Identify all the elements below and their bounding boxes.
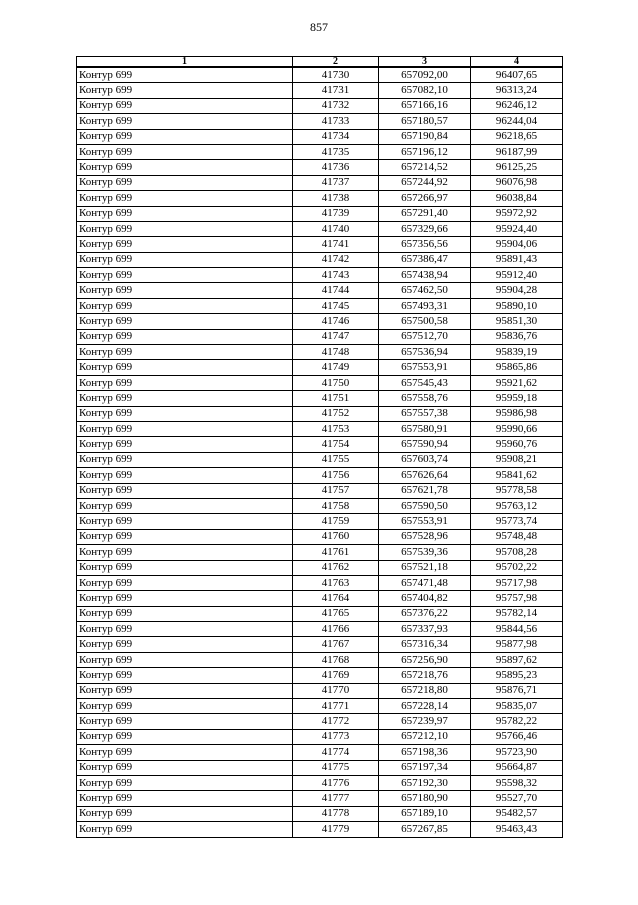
table-row (77, 221, 563, 236)
x-coordinate-cell: 657256,90 (379, 652, 471, 667)
x-coordinate-cell: 657386,47 (379, 252, 471, 267)
contour-name-cell: Контур 699 (77, 421, 293, 436)
point-number-cell: 41741 (293, 237, 379, 252)
contour-name-cell: Контур 699 (77, 221, 293, 236)
contour-name-cell: Контур 699 (77, 298, 293, 313)
x-coordinate-cell: 657462,50 (379, 283, 471, 298)
contour-name-cell: Контур 699 (77, 345, 293, 360)
table-header (77, 57, 563, 68)
contour-name-cell: Контур 699 (77, 252, 293, 267)
y-coordinate-cell: 95904,06 (471, 237, 563, 252)
contour-name-cell: Контур 699 (77, 175, 293, 190)
x-coordinate-cell: 657590,50 (379, 498, 471, 513)
table-row (77, 514, 563, 529)
x-coordinate-cell: 657197,34 (379, 760, 471, 775)
y-coordinate-cell: 95664,87 (471, 760, 563, 775)
contour-name-cell: Контур 699 (77, 144, 293, 159)
x-coordinate-cell: 657266,97 (379, 191, 471, 206)
table-row (77, 129, 563, 144)
y-coordinate-cell: 96407,65 (471, 67, 563, 83)
point-number-cell: 41775 (293, 760, 379, 775)
point-number-cell: 41743 (293, 268, 379, 283)
table-row (77, 806, 563, 821)
contour-name-cell: Контур 699 (77, 714, 293, 729)
y-coordinate-cell: 96038,84 (471, 191, 563, 206)
x-coordinate-cell: 657404,82 (379, 591, 471, 606)
contour-name-cell: Контур 699 (77, 606, 293, 621)
point-number-cell: 41748 (293, 345, 379, 360)
point-number-cell: 41767 (293, 637, 379, 652)
y-coordinate-cell: 95897,62 (471, 652, 563, 667)
x-coordinate-cell: 657180,90 (379, 791, 471, 806)
header-row (77, 57, 563, 68)
table-row (77, 699, 563, 714)
point-number-cell: 41770 (293, 683, 379, 698)
contour-name-cell: Контур 699 (77, 191, 293, 206)
x-coordinate-cell: 657212,10 (379, 729, 471, 744)
y-coordinate-cell: 95835,07 (471, 699, 563, 714)
contour-name-cell: Контур 699 (77, 98, 293, 113)
y-coordinate-cell: 95912,40 (471, 268, 563, 283)
point-number-cell: 41744 (293, 283, 379, 298)
contour-name-cell: Контур 699 (77, 114, 293, 129)
point-number-cell: 41752 (293, 406, 379, 421)
y-coordinate-cell: 95841,62 (471, 468, 563, 483)
table-row (77, 329, 563, 344)
y-coordinate-cell: 95904,28 (471, 283, 563, 298)
table-row (77, 498, 563, 513)
point-number-cell: 41745 (293, 298, 379, 313)
contour-name-cell: Контур 699 (77, 575, 293, 590)
x-coordinate-cell: 657192,30 (379, 775, 471, 790)
point-number-cell: 41747 (293, 329, 379, 344)
point-number-cell: 41732 (293, 98, 379, 113)
table-row (77, 252, 563, 267)
contour-name-cell: Контур 699 (77, 668, 293, 683)
y-coordinate-cell: 95839,19 (471, 345, 563, 360)
point-number-cell: 41769 (293, 668, 379, 683)
contour-name-cell: Контур 699 (77, 591, 293, 606)
point-number-cell: 41749 (293, 360, 379, 375)
x-coordinate-cell: 657198,36 (379, 745, 471, 760)
table-row (77, 437, 563, 452)
x-coordinate-cell: 657500,58 (379, 314, 471, 329)
contour-name-cell: Контур 699 (77, 637, 293, 652)
contour-name-cell: Контур 699 (77, 67, 293, 83)
contour-name-cell: Контур 699 (77, 160, 293, 175)
point-number-cell: 41738 (293, 191, 379, 206)
y-coordinate-cell: 96218,65 (471, 129, 563, 144)
contour-name-cell: Контур 699 (77, 729, 293, 744)
point-number-cell: 41768 (293, 652, 379, 667)
y-coordinate-cell: 95717,98 (471, 575, 563, 590)
contour-name-cell: Контур 699 (77, 822, 293, 837)
table-row (77, 637, 563, 652)
point-number-cell: 41776 (293, 775, 379, 790)
contour-name-cell: Контур 699 (77, 545, 293, 560)
table-row (77, 237, 563, 252)
contour-name-cell: Контур 699 (77, 129, 293, 144)
table-row (77, 452, 563, 467)
contour-name-cell: Контур 699 (77, 760, 293, 775)
contour-name-cell: Контур 699 (77, 329, 293, 344)
point-number-cell: 41755 (293, 452, 379, 467)
contour-name-cell: Контур 699 (77, 498, 293, 513)
y-coordinate-cell: 96244,04 (471, 114, 563, 129)
contour-name-cell: Контур 699 (77, 314, 293, 329)
table-row (77, 591, 563, 606)
y-coordinate-cell: 95782,14 (471, 606, 563, 621)
contour-name-cell: Контур 699 (77, 468, 293, 483)
y-coordinate-cell: 96313,24 (471, 83, 563, 98)
table-row (77, 652, 563, 667)
header-col-3: 3 (379, 57, 471, 68)
point-number-cell: 41740 (293, 221, 379, 236)
y-coordinate-cell: 95723,90 (471, 745, 563, 760)
contour-name-cell: Контур 699 (77, 83, 293, 98)
table-row (77, 144, 563, 159)
x-coordinate-cell: 657189,10 (379, 806, 471, 821)
x-coordinate-cell: 657218,76 (379, 668, 471, 683)
point-number-cell: 41759 (293, 514, 379, 529)
point-number-cell: 41779 (293, 822, 379, 837)
contour-name-cell: Контур 699 (77, 483, 293, 498)
point-number-cell: 41734 (293, 129, 379, 144)
contour-name-cell: Контур 699 (77, 206, 293, 221)
x-coordinate-cell: 657512,70 (379, 329, 471, 344)
y-coordinate-cell: 95598,32 (471, 775, 563, 790)
y-coordinate-cell: 95876,71 (471, 683, 563, 698)
point-number-cell: 41754 (293, 437, 379, 452)
point-number-cell: 41757 (293, 483, 379, 498)
point-number-cell: 41773 (293, 729, 379, 744)
table-row (77, 668, 563, 683)
contour-name-cell: Контур 699 (77, 360, 293, 375)
table-row (77, 560, 563, 575)
x-coordinate-cell: 657553,91 (379, 514, 471, 529)
y-coordinate-cell: 95757,98 (471, 591, 563, 606)
y-coordinate-cell: 95748,48 (471, 529, 563, 544)
x-coordinate-cell: 657082,10 (379, 83, 471, 98)
table-row (77, 606, 563, 621)
x-coordinate-cell: 657493,31 (379, 298, 471, 313)
y-coordinate-cell: 95702,22 (471, 560, 563, 575)
y-coordinate-cell: 95527,70 (471, 791, 563, 806)
x-coordinate-cell: 657316,34 (379, 637, 471, 652)
x-coordinate-cell: 657218,80 (379, 683, 471, 698)
x-coordinate-cell: 657521,18 (379, 560, 471, 575)
contour-name-cell: Контур 699 (77, 514, 293, 529)
table-row (77, 67, 563, 83)
table-row (77, 729, 563, 744)
contour-name-cell: Контур 699 (77, 406, 293, 421)
y-coordinate-cell: 95990,66 (471, 421, 563, 436)
y-coordinate-cell: 95895,23 (471, 668, 563, 683)
point-number-cell: 41765 (293, 606, 379, 621)
x-coordinate-cell: 657545,43 (379, 375, 471, 390)
y-coordinate-cell: 96246,12 (471, 98, 563, 113)
y-coordinate-cell: 95960,76 (471, 437, 563, 452)
point-number-cell: 41758 (293, 498, 379, 513)
point-number-cell: 41760 (293, 529, 379, 544)
table-row (77, 360, 563, 375)
table-row (77, 421, 563, 436)
contour-name-cell: Контур 699 (77, 283, 293, 298)
y-coordinate-cell: 96125,25 (471, 160, 563, 175)
x-coordinate-cell: 657166,16 (379, 98, 471, 113)
y-coordinate-cell: 95986,98 (471, 406, 563, 421)
point-number-cell: 41753 (293, 421, 379, 436)
y-coordinate-cell: 95766,46 (471, 729, 563, 744)
table-row (77, 160, 563, 175)
contour-name-cell: Контур 699 (77, 806, 293, 821)
point-number-cell: 41737 (293, 175, 379, 190)
x-coordinate-cell: 657291,40 (379, 206, 471, 221)
table-row (77, 345, 563, 360)
point-number-cell: 41730 (293, 67, 379, 83)
point-number-cell: 41778 (293, 806, 379, 821)
point-number-cell: 41751 (293, 391, 379, 406)
contour-name-cell: Контур 699 (77, 699, 293, 714)
table-row (77, 283, 563, 298)
contour-name-cell: Контур 699 (77, 622, 293, 637)
table-row (77, 760, 563, 775)
contour-name-cell: Контур 699 (77, 268, 293, 283)
point-number-cell: 41766 (293, 622, 379, 637)
y-coordinate-cell: 95836,76 (471, 329, 563, 344)
table-row (77, 622, 563, 637)
y-coordinate-cell: 95891,43 (471, 252, 563, 267)
table-row (77, 268, 563, 283)
y-coordinate-cell: 95782,22 (471, 714, 563, 729)
x-coordinate-cell: 657337,93 (379, 622, 471, 637)
point-number-cell: 41750 (293, 375, 379, 390)
table-row (77, 745, 563, 760)
x-coordinate-cell: 657580,91 (379, 421, 471, 436)
y-coordinate-cell: 95773,74 (471, 514, 563, 529)
x-coordinate-cell: 657190,84 (379, 129, 471, 144)
y-coordinate-cell: 95972,92 (471, 206, 563, 221)
x-coordinate-cell: 657590,94 (379, 437, 471, 452)
contour-name-cell: Контур 699 (77, 437, 293, 452)
table-row (77, 683, 563, 698)
x-coordinate-cell: 657196,12 (379, 144, 471, 159)
point-number-cell: 41763 (293, 575, 379, 590)
x-coordinate-cell: 657092,00 (379, 67, 471, 83)
point-number-cell: 41736 (293, 160, 379, 175)
header-col-1: 1 (77, 57, 293, 68)
contour-name-cell: Контур 699 (77, 452, 293, 467)
x-coordinate-cell: 657553,91 (379, 360, 471, 375)
table-row (77, 468, 563, 483)
contour-name-cell: Контур 699 (77, 652, 293, 667)
contour-name-cell: Контур 699 (77, 745, 293, 760)
table-row (77, 175, 563, 190)
x-coordinate-cell: 657626,64 (379, 468, 471, 483)
table-row (77, 775, 563, 790)
y-coordinate-cell: 95851,30 (471, 314, 563, 329)
table-row (77, 98, 563, 113)
page-number: 857 (310, 20, 328, 34)
table-body (77, 67, 563, 837)
table-row (77, 83, 563, 98)
contour-name-cell: Контур 699 (77, 391, 293, 406)
point-number-cell: 41764 (293, 591, 379, 606)
table-row (77, 391, 563, 406)
x-coordinate-cell: 657244,92 (379, 175, 471, 190)
y-coordinate-cell: 95924,40 (471, 221, 563, 236)
y-coordinate-cell: 95921,62 (471, 375, 563, 390)
x-coordinate-cell: 657376,22 (379, 606, 471, 621)
y-coordinate-cell: 95908,21 (471, 452, 563, 467)
coordinates-table (76, 56, 563, 838)
x-coordinate-cell: 657356,56 (379, 237, 471, 252)
x-coordinate-cell: 657621,78 (379, 483, 471, 498)
y-coordinate-cell: 95778,58 (471, 483, 563, 498)
x-coordinate-cell: 657239,97 (379, 714, 471, 729)
table-row (77, 575, 563, 590)
x-coordinate-cell: 657180,57 (379, 114, 471, 129)
table-row (77, 114, 563, 129)
point-number-cell: 41777 (293, 791, 379, 806)
point-number-cell: 41774 (293, 745, 379, 760)
point-number-cell: 41756 (293, 468, 379, 483)
y-coordinate-cell: 95482,57 (471, 806, 563, 821)
table-row (77, 791, 563, 806)
y-coordinate-cell: 96187,99 (471, 144, 563, 159)
point-number-cell: 41735 (293, 144, 379, 159)
x-coordinate-cell: 657267,85 (379, 822, 471, 837)
y-coordinate-cell: 96076,98 (471, 175, 563, 190)
contour-name-cell: Контур 699 (77, 791, 293, 806)
table-row (77, 406, 563, 421)
contour-name-cell: Контур 699 (77, 560, 293, 575)
y-coordinate-cell: 95708,28 (471, 545, 563, 560)
point-number-cell: 41772 (293, 714, 379, 729)
contour-name-cell: Контур 699 (77, 375, 293, 390)
table-row (77, 714, 563, 729)
table-row (77, 529, 563, 544)
contour-name-cell: Контур 699 (77, 237, 293, 252)
header-col-4: 4 (471, 57, 563, 68)
x-coordinate-cell: 657438,94 (379, 268, 471, 283)
header-col-2: 2 (293, 57, 379, 68)
x-coordinate-cell: 657603,74 (379, 452, 471, 467)
x-coordinate-cell: 657329,66 (379, 221, 471, 236)
point-number-cell: 41739 (293, 206, 379, 221)
y-coordinate-cell: 95865,86 (471, 360, 563, 375)
contour-name-cell: Контур 699 (77, 683, 293, 698)
x-coordinate-cell: 657558,76 (379, 391, 471, 406)
x-coordinate-cell: 657536,94 (379, 345, 471, 360)
point-number-cell: 41733 (293, 114, 379, 129)
table-row (77, 375, 563, 390)
table-row (77, 822, 563, 837)
y-coordinate-cell: 95844,56 (471, 622, 563, 637)
point-number-cell: 41771 (293, 699, 379, 714)
point-number-cell: 41746 (293, 314, 379, 329)
table-row (77, 545, 563, 560)
x-coordinate-cell: 657557,38 (379, 406, 471, 421)
y-coordinate-cell: 95877,98 (471, 637, 563, 652)
x-coordinate-cell: 657228,14 (379, 699, 471, 714)
contour-name-cell: Контур 699 (77, 775, 293, 790)
x-coordinate-cell: 657539,36 (379, 545, 471, 560)
x-coordinate-cell: 657471,48 (379, 575, 471, 590)
table-row (77, 298, 563, 313)
table-row (77, 191, 563, 206)
point-number-cell: 41761 (293, 545, 379, 560)
x-coordinate-cell: 657528,96 (379, 529, 471, 544)
y-coordinate-cell: 95763,12 (471, 498, 563, 513)
y-coordinate-cell: 95959,18 (471, 391, 563, 406)
y-coordinate-cell: 95463,43 (471, 822, 563, 837)
point-number-cell: 41731 (293, 83, 379, 98)
contour-name-cell: Контур 699 (77, 529, 293, 544)
point-number-cell: 41742 (293, 252, 379, 267)
point-number-cell: 41762 (293, 560, 379, 575)
x-coordinate-cell: 657214,52 (379, 160, 471, 175)
table-row (77, 314, 563, 329)
y-coordinate-cell: 95890,10 (471, 298, 563, 313)
table-row (77, 483, 563, 498)
table-row (77, 206, 563, 221)
